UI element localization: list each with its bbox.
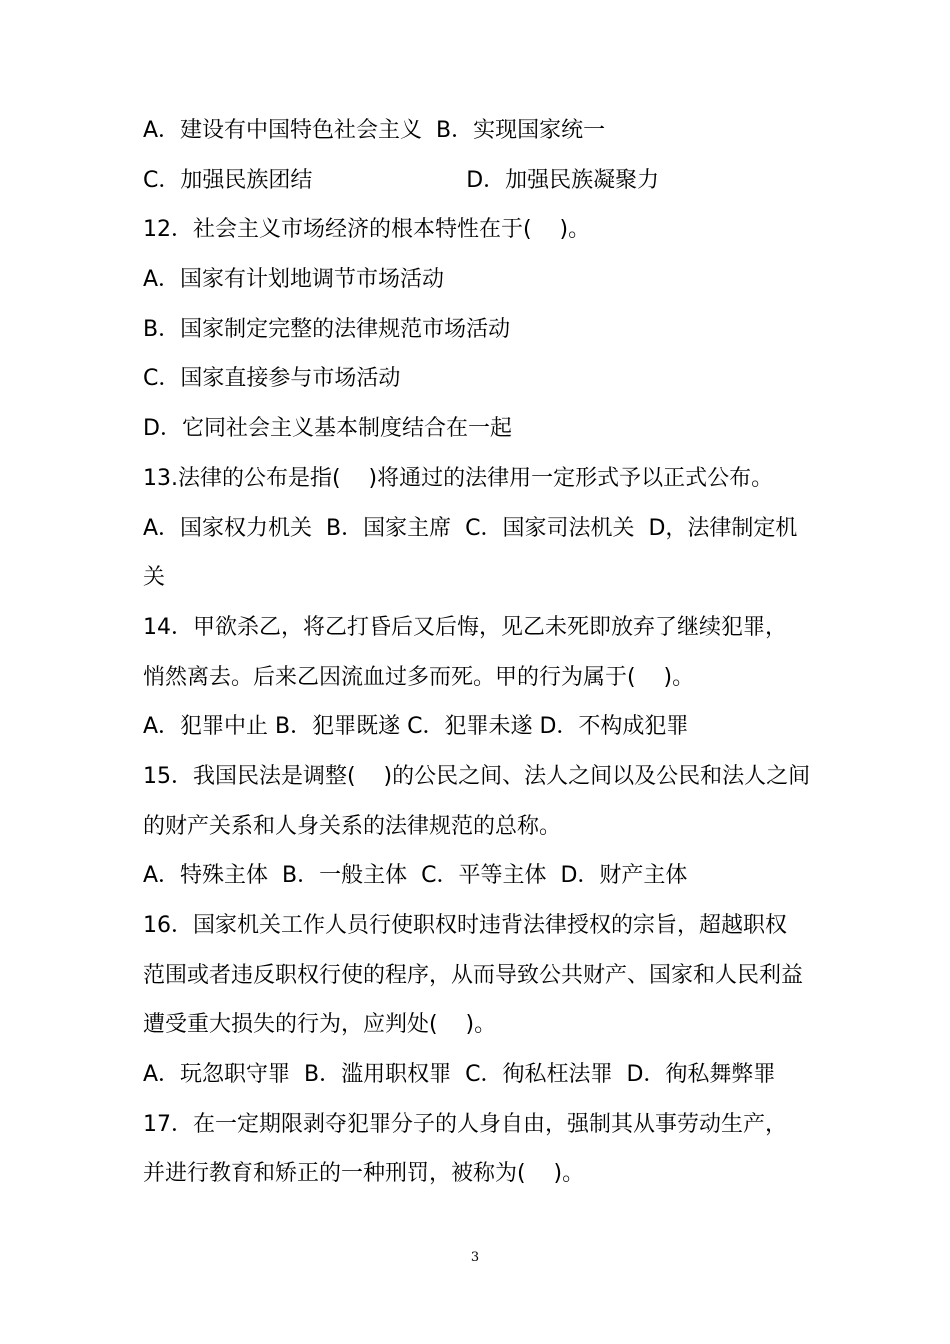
page-number: 3 (470, 1250, 480, 1265)
question-text-block (143, 111, 823, 1204)
question-16-line-3: 遭受重大损失的行为，应判处( )。 (143, 1012, 497, 1038)
option-line-11-cd: C．加强民族团结 D．加强民族凝聚力 (143, 167, 660, 193)
question-14-line-1: 14．甲欲杀乙，将乙打昏后又后悔，见乙未死即放弃了继续犯罪， (143, 614, 787, 640)
option-12-b: B．国家制定完整的法律规范市场活动 (143, 316, 511, 342)
option-12-d: D．它同社会主义基本制度结合在一起 (143, 416, 512, 442)
question-17-line-1: 17．在一定期限剥夺犯罪分子的人身自由，强制其从事劳动生产， (143, 1111, 787, 1137)
question-16-line-2: 范围或者违反职权行使的程序，从而导致公共财产、国家和人民利益 (143, 962, 804, 988)
option-line-16: A．玩忽职守罪 B．滥用职权罪 C．徇私枉法罪 D．徇私舞弊罪 (143, 1062, 776, 1088)
option-12-a: A．国家有计划地调节市场活动 (143, 267, 445, 293)
option-12-c: C．国家直接参与市场活动 (143, 366, 401, 392)
question-16-line-1: 16．国家机关工作人员行使职权时违背法律授权的宗旨，超越职权 (143, 913, 787, 938)
option-line-15: A．特殊主体 B．一般主体 C．平等主体 D．财产主体 (143, 863, 688, 889)
question-17-line-2: 并进行教育和矫正的一种刑罚，被称为( )。 (143, 1161, 585, 1187)
option-line-11-ab: A．建设有中国特色社会主义 B．实现国家统一 (143, 118, 606, 143)
option-line-13-cont: 关 (143, 565, 166, 591)
question-15-line-1: 15．我国民法是调整( )的公民之间、法人之间以及公民和法人之间 (143, 763, 811, 789)
question-13: 13.法律的公布是指( )将通过的法律用一定形式予以正式公布。 (143, 465, 774, 491)
option-line-14: A．犯罪中止 B．犯罪既遂 C．犯罪未遂 D．不构成犯罪 (143, 714, 689, 740)
question-15-line-2: 的财产关系和人身关系的法律规范的总称。 (143, 813, 562, 839)
question-12: 12．社会主义市场经济的根本特性在于( )。 (143, 217, 591, 243)
question-14-line-2: 悄然离去。后来乙因流血过多而死。甲的行为属于( )。 (143, 664, 695, 690)
option-line-13: A．国家权力机关 B．国家主席 C．国家司法机关 D，法律制定机 (143, 515, 798, 541)
